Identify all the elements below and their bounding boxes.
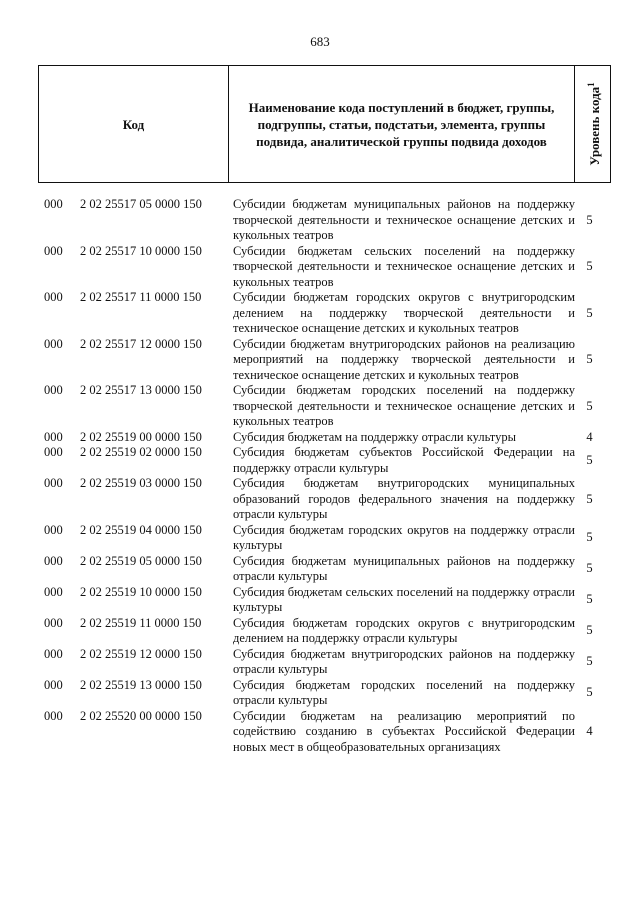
header-code: Код (39, 66, 229, 182)
admin-code: 000 (44, 708, 63, 723)
code-level: 5 (586, 530, 593, 545)
revenue-name: Субсидия бюджетам сельских поселений на поддержку отрасли культуры (233, 584, 575, 614)
revenue-code: 2 02 25519 04 0000 150 (80, 522, 202, 537)
admin-code: 000 (44, 615, 63, 630)
table-row (44, 709, 604, 756)
code-level: 5 (586, 561, 593, 576)
revenue-name: Субсидии бюджетам городских округов с внутригородским делением на поддержку творческой деятельности и техническое оснащение детских и кукольных театров (233, 290, 575, 335)
table-row (44, 616, 604, 647)
code-level: 5 (586, 654, 593, 669)
table-row (44, 445, 604, 476)
admin-code: 000 (44, 197, 63, 211)
table-row (44, 383, 604, 430)
revenue-code: 2 02 25519 10 0000 150 (80, 584, 202, 599)
admin-code: 000 (44, 383, 63, 397)
code-level: 4 (586, 724, 593, 738)
code-table-body (44, 197, 604, 755)
revenue-code: 2 02 25519 13 0000 150 (80, 677, 202, 692)
code-level: 5 (586, 398, 593, 413)
header-level-label (582, 82, 602, 165)
revenue-code: 2 02 25519 03 0000 150 (80, 476, 202, 490)
code-level: 5 (586, 212, 593, 227)
revenue-name: Субсидии бюджетам внутригородских районов на реализацию мероприятий на поддержку творческой деятельности и техническое оснащение детских и кукольных театров (233, 336, 575, 382)
admin-code: 000 (44, 445, 63, 459)
revenue-code: 2 02 25517 12 0000 150 (80, 336, 202, 351)
admin-code: 000 (44, 522, 63, 537)
revenue-code: 2 02 25519 05 0000 150 (80, 553, 202, 568)
code-level: 5 (586, 592, 593, 607)
admin-code: 000 (44, 476, 63, 490)
admin-code: 000 (44, 290, 63, 304)
table-row (44, 585, 604, 616)
code-level: 5 (586, 305, 593, 320)
header-level-footnote: 1 (585, 82, 596, 87)
table-row (44, 476, 604, 523)
admin-code: 000 (44, 429, 63, 444)
revenue-name: Субсидия бюджетам городских округов с внутригородским делением на поддержку отрасли культуры (233, 615, 575, 645)
code-level: 5 (586, 623, 593, 638)
revenue-name: Субсидия бюджетам муниципальных районов на поддержку отрасли культуры (233, 553, 575, 583)
revenue-name: Субсидии бюджетам муниципальных районов на поддержку творческой деятельности и техническое оснащение детских и кукольных театров (233, 197, 575, 242)
table-row (44, 678, 604, 709)
code-level: 5 (586, 491, 593, 506)
admin-code: 000 (44, 584, 63, 599)
revenue-name: Субсидия бюджетам внутригородских районов на поддержку отрасли культуры (233, 646, 575, 676)
revenue-name: Субсидии бюджетам сельских поселений на поддержку творческой деятельности и техническое оснащение детских и кукольных театров (233, 243, 575, 289)
code-level: 5 (586, 452, 593, 467)
admin-code: 000 (44, 243, 63, 258)
code-level: 5 (586, 259, 593, 273)
header-level-text: Уровень кода (586, 86, 602, 166)
table-row (44, 430, 604, 446)
revenue-code: 2 02 25519 00 0000 150 (80, 429, 202, 444)
table-row (44, 244, 604, 291)
revenue-code: 2 02 25519 02 0000 150 (80, 445, 202, 459)
table-row (44, 290, 604, 337)
table-row (44, 647, 604, 678)
revenue-code: 2 02 25517 13 0000 150 (80, 383, 202, 397)
revenue-name: Субсидия бюджетам городских поселений на поддержку отрасли культуры (233, 677, 575, 707)
revenue-code: 2 02 25517 11 0000 150 (80, 290, 202, 304)
revenue-code: 2 02 25517 10 0000 150 (80, 243, 202, 258)
admin-code: 000 (44, 646, 63, 661)
admin-code: 000 (44, 677, 63, 692)
revenue-name: Субсидии бюджетам на реализацию мероприятий по содействию созданию в субъектах Российской Федерации новых мест в общеобразовательных организациях (233, 708, 575, 754)
revenue-name: Субсидия бюджетам субъектов Российской Федерации на поддержку отрасли культуры (233, 445, 575, 475)
code-level: 5 (586, 685, 593, 700)
page-number: 683 (310, 34, 330, 49)
revenue-code: 2 02 25517 05 0000 150 (80, 197, 202, 211)
header-level (575, 66, 610, 182)
header-name: Наименование кода поступлений в бюджет, группы, подгруппы, статьи, подстатьи, элемента, группы подвида, аналитической группы подвида доходов (229, 66, 575, 182)
table-row (44, 337, 604, 384)
revenue-name: Субсидии бюджетам городских поселений на поддержку творческой деятельности и техническое оснащение детских и кукольных театров (233, 383, 575, 428)
admin-code: 000 (44, 336, 63, 351)
revenue-code: 2 02 25519 11 0000 150 (80, 615, 202, 630)
revenue-name: Субсидия бюджетам на поддержку отрасли культуры (233, 429, 516, 444)
table-row (44, 523, 604, 554)
table-header (38, 65, 611, 183)
table-row (44, 197, 604, 244)
code-level: 5 (586, 352, 593, 366)
code-level: 4 (586, 429, 593, 444)
revenue-name: Субсидия бюджетам внутригородских муниципальных образований городов федерального значения на поддержку отрасли культуры (233, 476, 575, 521)
revenue-name: Субсидия бюджетам городских округов на поддержку отрасли культуры (233, 522, 575, 552)
table-row (44, 554, 604, 585)
revenue-code: 2 02 25520 00 0000 150 (80, 708, 202, 723)
revenue-code: 2 02 25519 12 0000 150 (80, 646, 202, 661)
admin-code: 000 (44, 553, 63, 568)
